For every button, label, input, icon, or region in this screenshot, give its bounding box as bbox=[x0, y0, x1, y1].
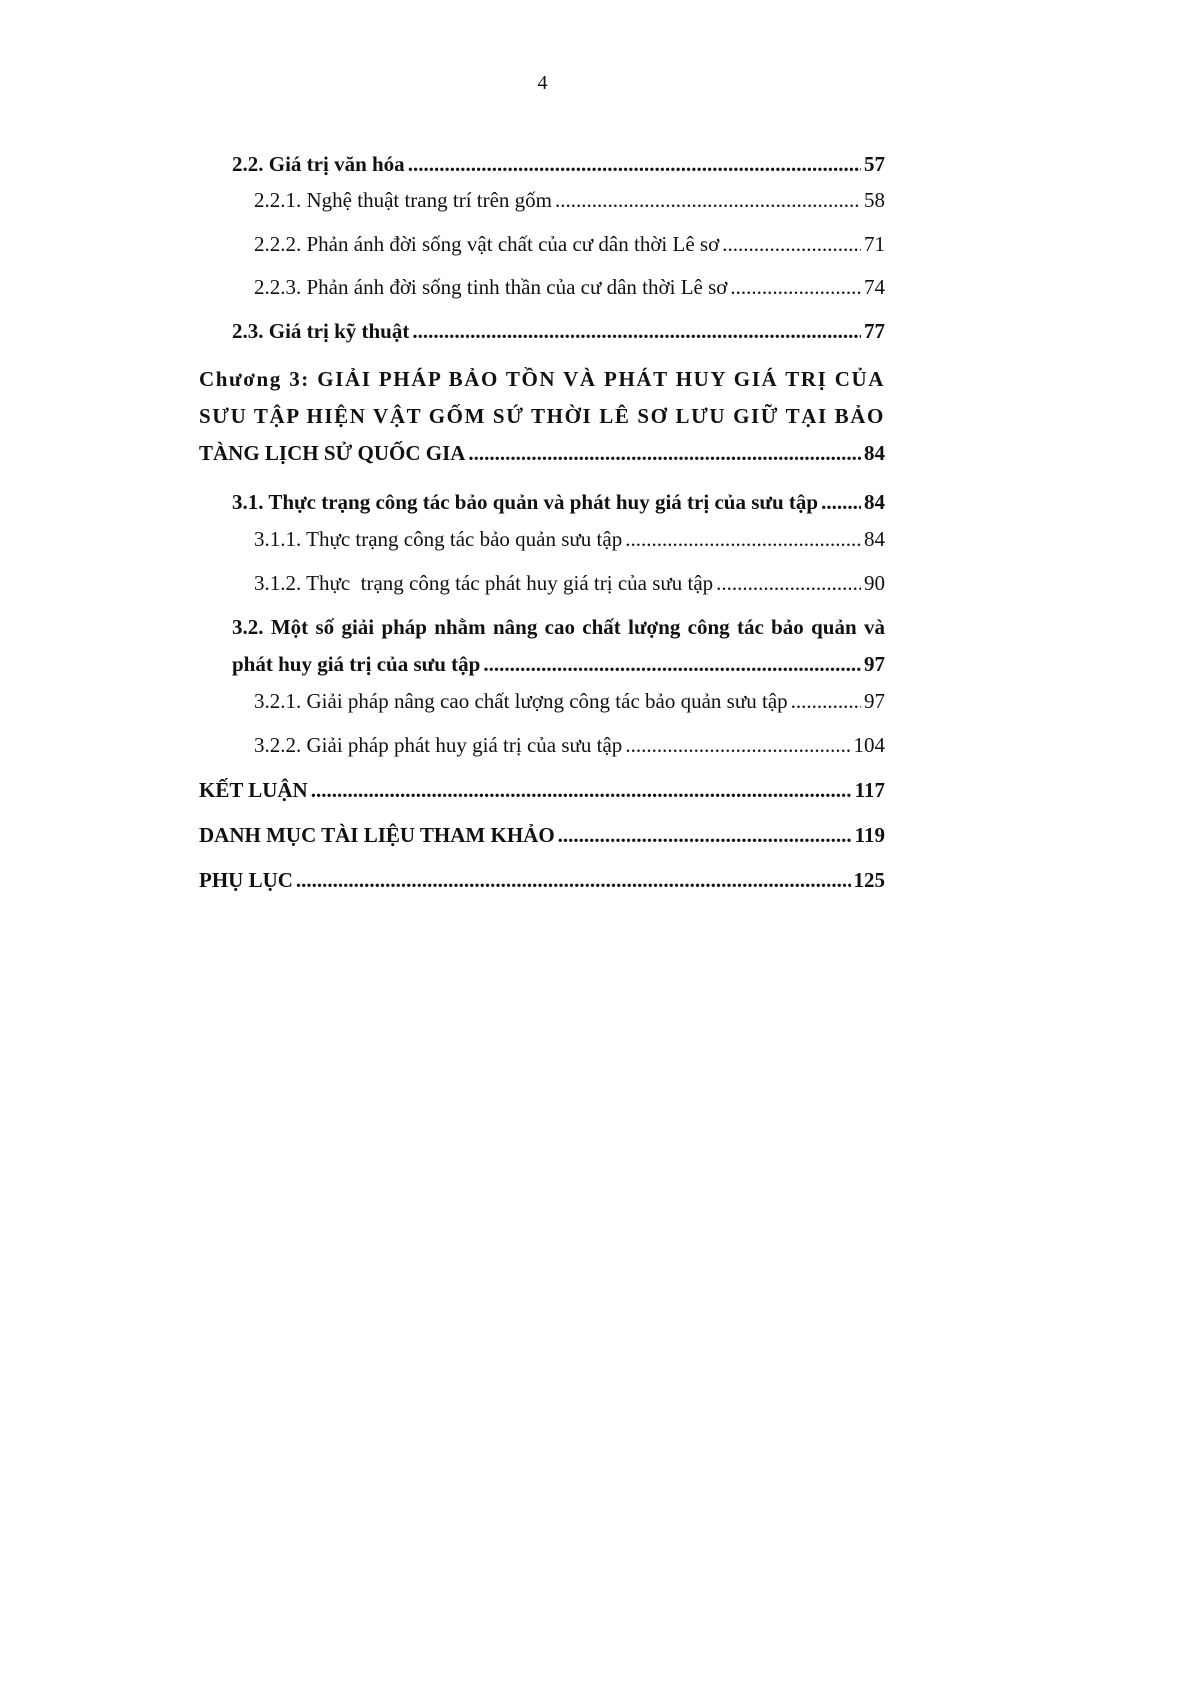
toc-entry[interactable] bbox=[232, 152, 885, 176]
dot-leader bbox=[791, 689, 861, 713]
toc-entry[interactable] bbox=[254, 527, 885, 551]
toc-entry-title: 2.3. Giá trị kỹ thuật bbox=[232, 319, 410, 343]
toc-entry-title: KẾT LUẬN bbox=[199, 778, 308, 802]
toc-entry-title: TÀNG LỊCH SỬ QUỐC GIA bbox=[199, 441, 466, 465]
toc-entry-title: 2.2.2. Phản ánh đời sống vật chất của cư dân thời Lê sơ bbox=[254, 232, 720, 256]
toc-chapter-line: Chương 3: GIẢI PHÁP BẢO TỒN VÀ PHÁT HUY GIÁ TRỊ CỦA bbox=[199, 367, 885, 391]
toc-section-line: 3.2. Một số giải pháp nhằm nâng cao chất lượng công tác bảo quản và bbox=[232, 615, 885, 639]
toc-entry-title: 3.1. Thực trạng công tác bảo quản và phát huy giá trị của sưu tập bbox=[232, 490, 819, 514]
dot-leader bbox=[625, 733, 850, 757]
toc-section-heading[interactable] bbox=[232, 615, 885, 639]
toc-entry-page: 90 bbox=[864, 571, 885, 595]
toc-chapter-last-line[interactable] bbox=[199, 441, 885, 465]
dot-leader bbox=[558, 823, 852, 847]
toc-entry[interactable] bbox=[254, 571, 885, 595]
toc-entry-page: 74 bbox=[864, 275, 885, 299]
toc-chapter-heading[interactable] bbox=[199, 367, 885, 428]
toc-entry-page: 77 bbox=[864, 319, 885, 343]
toc-chapter-line: SƯU TẬP HIỆN VẬT GỐM SỨ THỜI LÊ SƠ LƯU GIỮ TẠI BẢO bbox=[199, 404, 885, 428]
dot-leader bbox=[722, 232, 861, 256]
toc-entry-page: 84 bbox=[864, 441, 885, 465]
toc-entry[interactable] bbox=[232, 319, 885, 343]
toc-entry-title: 2.2.1. Nghệ thuật trang trí trên gốm bbox=[254, 188, 553, 212]
toc-entry-page: 97 bbox=[864, 652, 885, 676]
toc-entry-page: 117 bbox=[854, 778, 885, 802]
toc-entry-page: 58 bbox=[864, 188, 885, 212]
toc-entry-page: 125 bbox=[853, 868, 885, 892]
toc-entry-title: 2.2.3. Phản ánh đời sống tinh thần của cư dân thời Lê sơ bbox=[254, 275, 728, 299]
dot-leader bbox=[730, 275, 861, 299]
dot-leader bbox=[311, 778, 852, 802]
dot-leader bbox=[821, 490, 861, 514]
toc-entry-page: 84 bbox=[864, 527, 885, 551]
toc-entry[interactable] bbox=[254, 689, 885, 713]
dot-leader bbox=[555, 188, 861, 212]
page-number: 4 bbox=[537, 72, 548, 94]
toc-entry-page: 84 bbox=[864, 490, 885, 514]
toc-entry[interactable] bbox=[254, 232, 885, 256]
toc-entry-page: 104 bbox=[853, 733, 885, 757]
toc-entry-title: 2.2. Giá trị văn hóa bbox=[232, 152, 405, 176]
toc-entry-title: 3.1.2. Thực trạng công tác phát huy giá trị của sưu tập bbox=[254, 571, 714, 595]
toc-entry-title: phát huy giá trị của sưu tập bbox=[232, 652, 481, 676]
dot-leader bbox=[296, 868, 851, 892]
toc-entry-title: DANH MỤC TÀI LIỆU THAM KHẢO bbox=[199, 823, 555, 847]
toc-entry[interactable] bbox=[254, 275, 885, 299]
dot-leader bbox=[468, 441, 861, 465]
dot-leader bbox=[412, 319, 861, 343]
toc-entry-page: 97 bbox=[864, 689, 885, 713]
dot-leader bbox=[625, 527, 861, 551]
toc-entry[interactable] bbox=[254, 733, 885, 757]
toc-entry-page: 71 bbox=[864, 232, 885, 256]
toc-entry[interactable] bbox=[199, 823, 885, 847]
toc-entry-title: 3.1.1. Thực trạng công tác bảo quản sưu tập bbox=[254, 527, 623, 551]
dot-leader bbox=[408, 152, 861, 176]
toc-entry-title: 3.2.1. Giải pháp nâng cao chất lượng công tác bảo quản sưu tập bbox=[254, 689, 788, 713]
toc-entry-page: 119 bbox=[854, 823, 885, 847]
toc-entry[interactable] bbox=[199, 868, 885, 892]
toc-section-last-line[interactable] bbox=[232, 652, 885, 676]
toc-entry[interactable] bbox=[254, 188, 885, 212]
toc-entry[interactable] bbox=[232, 490, 885, 514]
toc-entry-page: 57 bbox=[864, 152, 885, 176]
toc-entry[interactable] bbox=[199, 778, 885, 802]
dot-leader bbox=[483, 652, 861, 676]
dot-leader bbox=[716, 571, 861, 595]
toc-entry-title: 3.2.2. Giải pháp phát huy giá trị của sưu tập bbox=[254, 733, 623, 757]
toc-entry-title: PHỤ LỤC bbox=[199, 868, 293, 892]
